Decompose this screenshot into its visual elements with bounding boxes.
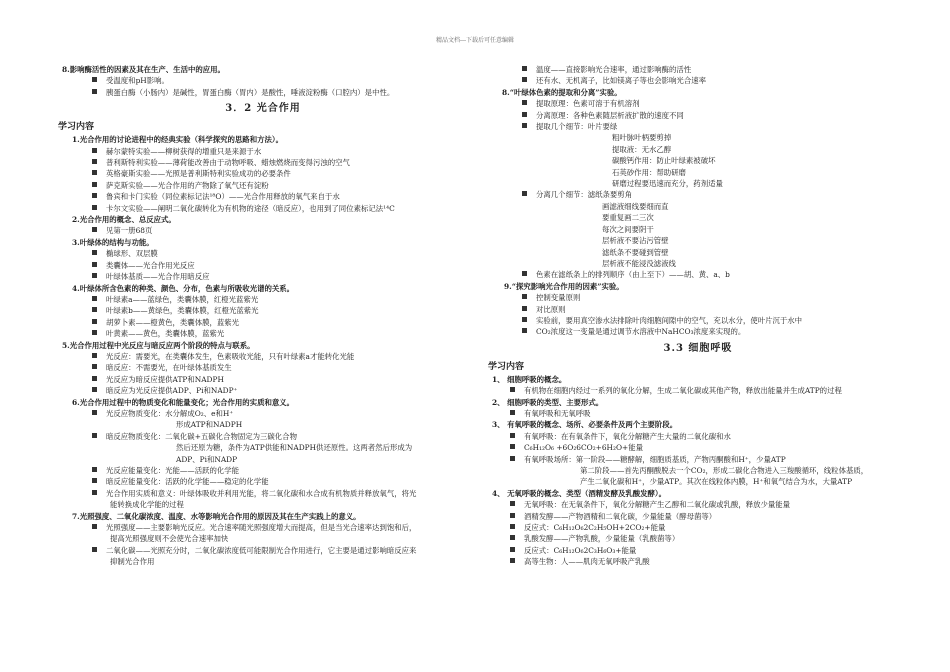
bullet-item: [58, 157, 468, 168]
bullet-icon: [92, 319, 97, 324]
bullet-item: [58, 465, 468, 476]
bullet-item: [488, 98, 908, 109]
line-text: 叶绿素a——蓝绿色，类囊体膜，红橙光蓝紫光: [106, 294, 259, 304]
bullet-item: [488, 522, 908, 533]
line-text: 温度——直接影响光合速率，通过影响酶的活性: [536, 65, 692, 74]
line-text: 石英砂作用：帮助研磨: [612, 167, 686, 177]
heading-line: [58, 64, 468, 75]
bullet-item: [58, 191, 468, 202]
bullet-item: [58, 488, 468, 499]
section-title: [488, 338, 908, 360]
line-text: 6.光合作用过程中的物质变化和能量变化；光合作用的实质和意义。: [72, 397, 295, 407]
bullet-item: [58, 294, 468, 305]
text-line: [488, 247, 908, 258]
line-text: 抑制光合作用: [110, 557, 155, 567]
bullet-icon: [92, 89, 97, 94]
section-label: [488, 360, 908, 374]
line-text: 提高光照强度则不会使光合速率加快: [110, 534, 229, 544]
bullet-item: [58, 408, 468, 419]
text-line: [488, 235, 908, 246]
heading-line: [58, 237, 468, 248]
bullet-icon: [510, 513, 515, 518]
line-text: 暗反应为光反应提供ADP、Pi和NADP⁺: [106, 386, 238, 396]
bullet-item: [488, 304, 908, 315]
bullet-item: [58, 87, 468, 98]
line-text: ADP、Pi和NADP: [176, 454, 238, 464]
line-text: 2.光合作用的概念、总反应式。: [72, 215, 176, 225]
bullet-item: [488, 292, 908, 303]
bullet-item: [58, 522, 468, 533]
line-text: 要重复画二三次: [602, 213, 654, 223]
bullet-icon: [92, 330, 97, 335]
bullet-icon: [522, 112, 527, 117]
bullet-icon: [522, 77, 527, 82]
bullet-item: [488, 408, 908, 419]
text-line: [488, 132, 908, 143]
bullet-icon: [92, 433, 97, 438]
bullet-item: [58, 351, 468, 362]
line-text: 7.光照强度、二氧化碳浓度、温度、水等影响光合作用的原因及其在生产实践上的意义。: [72, 511, 361, 521]
line-text: 乳酸发酵——产物乳酸，少量能量（乳酸菌等）: [524, 534, 680, 544]
bullet-item: [58, 385, 468, 396]
bullet-icon: [510, 535, 515, 540]
line-text: 实验前，要用真空渗水法排除叶肉细胞间隙中的空气，充以水分，使叶片沉于水中: [536, 315, 803, 325]
bullet-item: [488, 499, 908, 510]
bullet-item: [58, 203, 468, 214]
bullet-icon: [92, 77, 97, 82]
bullet-item: [488, 556, 908, 567]
bullet-item: [58, 374, 468, 385]
line-text: 暗反应物质变化：二氧化碳+五碳化合物固定为三碳化合物: [106, 431, 297, 441]
bullet-icon: [92, 227, 97, 232]
bullet-item: [58, 168, 468, 179]
line-text: 3.叶绿体的结构与功能。: [72, 237, 154, 247]
line-text: 还有水、无机离子，比如镁离子等也会影响光合速率: [536, 76, 706, 86]
bullet-icon: [92, 193, 97, 198]
bullet-icon: [92, 205, 97, 210]
line-text: 8.“叶绿体色素的提取和分离”实验。: [502, 87, 622, 97]
text-line: [488, 178, 908, 189]
heading-line: [58, 397, 468, 408]
bullet-icon: [92, 307, 97, 312]
line-text: C₆H₁₂O₆ +6O₂6CO₂+6H₂O+能量: [524, 443, 643, 453]
bullet-icon: [510, 410, 515, 415]
heading-line: [488, 397, 908, 408]
line-text: 第二阶段——首先丙酮酸脱去一个CO₂，形成二碳化合物进入三羧酸循环，线粒体基质，: [580, 466, 869, 475]
bullet-icon: [92, 182, 97, 187]
bullet-icon: [92, 547, 97, 552]
text-line: [488, 465, 908, 476]
line-text: 光合作用实质和意义：叶绿体吸收并利用光能，将二氧化碳和水合成有机物质并释放氧气，将光: [106, 488, 417, 498]
bullet-item: [488, 545, 908, 556]
line-text: 然后还原为糖，条件为ATP供能和NADPH供还原性。这两者然后形成为: [176, 443, 413, 453]
bullet-item: [488, 533, 908, 544]
line-text: 光照强度——主要影响光反应。光合速率随光照强度增大而提高，但是当光合速率达到饱和后，: [106, 523, 417, 533]
bullet-item: [488, 511, 908, 522]
heading-line: [488, 419, 908, 430]
bullet-icon: [92, 159, 97, 164]
line-text: 光反应物质变化：水分解成O₂、e和H⁺: [106, 408, 234, 418]
bullet-icon: [510, 456, 515, 461]
bullet-icon: [92, 410, 97, 415]
bullet-item: [488, 315, 908, 326]
bullet-icon: [510, 524, 515, 529]
line-text: 胡萝卜素——橙黄色，类囊体膜，蓝紫光: [106, 317, 240, 327]
bullet-icon: [522, 100, 527, 105]
bullet-icon: [92, 524, 97, 529]
line-text: 每次之间要阴干: [602, 224, 654, 234]
line-text: 受温度和pH影响。: [106, 76, 169, 86]
line-text: 学习内容: [58, 122, 95, 133]
bullet-icon: [92, 170, 97, 175]
bullet-item: [58, 75, 468, 86]
line-text: 叶黄素——黄色，类囊体膜，蓝紫光: [106, 329, 225, 339]
line-text: 英格豪斯实验——光照是普利斯特利实验成功的必要条件: [106, 169, 291, 179]
heading-line: [488, 87, 908, 98]
line-text: 1.光合作用的讨论进程中的经典实验（科学探究的思路和方法）。: [72, 135, 283, 145]
line-text: 提取液：无水乙醇: [612, 144, 672, 154]
line-text: 有机物在细胞内经过一系列的氧化分解，生成二氧化碳或其他产物，释放出能量并生成ATP的过程: [524, 386, 842, 396]
bullet-icon: [92, 376, 97, 381]
bullet-item: [58, 328, 468, 339]
heading-line: [58, 340, 468, 351]
text-line: [58, 419, 468, 430]
line-text: 3、 有氧呼吸的概念、场所、必要条件及两个主要阶段。: [492, 420, 678, 430]
bullet-item: [58, 545, 468, 556]
line-text: 类囊体——光合作用光反应: [106, 260, 195, 270]
line-text: 无氧呼吸：在无氧条件下，氧化分解糖产生乙醇和二氧化碳或乳酸，释放少量能量: [524, 500, 791, 510]
line-text: 鲁宾和卡门实验（同位素标记法¹⁸O）——光合作用释放的氧气来自于水: [106, 192, 340, 202]
bullet-icon: [92, 490, 97, 495]
bullet-icon: [92, 250, 97, 255]
bullet-icon: [92, 273, 97, 278]
bullet-item: [58, 476, 468, 487]
line-text: 卡尔文实验——阐明二氧化碳转化为有机物的途径（暗反应），也用到了同位素标记法¹⁴C: [106, 203, 395, 213]
bullet-icon: [522, 294, 527, 299]
line-text: 普利斯特利实验——薄荷能改善由于动物呼吸、蜡烛燃烧而变得污浊的空气: [106, 158, 350, 168]
bullet-icon: [92, 296, 97, 301]
bullet-icon: [510, 501, 515, 506]
bullet-item: [58, 362, 468, 373]
line-text: 对比原则: [536, 304, 566, 314]
text-line: [488, 155, 908, 166]
bullet-icon: [510, 558, 515, 563]
line-text: 学习内容: [488, 361, 525, 372]
bullet-icon: [92, 148, 97, 153]
bullet-item: [488, 326, 908, 337]
text-line: [58, 499, 468, 510]
bullet-icon: [510, 547, 515, 552]
line-text: 9.“探究影响光合作用的因素”实验。: [504, 281, 624, 291]
text-line: [58, 556, 468, 567]
bullet-item: [488, 431, 908, 442]
page-header: 精品文档---下载后可任意编辑: [435, 37, 515, 44]
line-text: 层析液不要沾污管壁: [602, 236, 669, 246]
bullet-item: [488, 269, 908, 280]
bullet-item: [58, 305, 468, 316]
bullet-item: [488, 442, 908, 453]
line-text: 形成ATP和NADPH: [176, 420, 243, 430]
bullet-icon: [510, 444, 515, 449]
text-line: [488, 224, 908, 235]
line-text: 叶绿体基质——光合作用暗反应: [106, 272, 210, 282]
bullet-icon: [510, 387, 515, 392]
line-text: 光反应能量变化：光能——活跃的化学能: [106, 466, 240, 475]
line-text: 暗反应：不需要光，在叶绿体基质发生: [106, 363, 232, 373]
bullet-icon: [522, 123, 527, 128]
line-text: 酒精发酵——产物酒精和二氧化碳，少量能量（酵母菌等）: [524, 511, 717, 521]
line-text: 分离原理：各种色素随层析液扩散的速度不同: [536, 110, 684, 120]
text-line: [58, 442, 468, 453]
line-text: 反应式：C₆H₁₂O₆2C₂H₅OH+2CO₂+能量: [524, 523, 666, 533]
line-text: 4.叶绿体所含色素的种类、颜色、分布，色素与所吸收光谱的关系。: [72, 283, 295, 293]
heading-line: [488, 374, 908, 385]
line-text: 3.3 细胞呼吸: [663, 342, 733, 354]
line-text: 暗反应能量变化：活跃的化学能——稳定的化学能: [106, 477, 269, 487]
bullet-item: [488, 121, 908, 132]
bullet-item: [58, 271, 468, 282]
line-text: 提取原理：色素可溶于有机溶剂: [536, 99, 640, 109]
line-text: 8.影响酶活性的因素及其在生产、生活中的应用。: [62, 65, 225, 74]
line-text: 粗叶脉叶柄要剪掉: [612, 133, 672, 143]
heading-line: [58, 511, 468, 522]
line-text: 光反应为暗反应提供ATP和NADPH: [106, 374, 224, 384]
text-line: [488, 476, 908, 487]
bullet-item: [488, 110, 908, 121]
line-text: CO₂浓度这一变量是通过调节水溶液中NaHCO₃浓度来实现的。: [536, 327, 746, 337]
bullet-item: [488, 189, 908, 200]
heading-line: [488, 488, 908, 499]
heading-line: [58, 283, 468, 294]
bullet-icon: [92, 353, 97, 358]
bullet-icon: [522, 317, 527, 322]
bullet-icon: [92, 262, 97, 267]
heading-line: [58, 134, 468, 145]
bullet-item: [58, 180, 468, 191]
line-text: 赫尔蒙特实验——柳树获得的增重只是来源于水: [106, 146, 262, 156]
bullet-item: [488, 454, 908, 465]
line-text: 见第一册68页: [106, 226, 153, 236]
line-text: 滤纸条不要碰到管壁: [602, 247, 669, 257]
line-text: 研磨过程要迅速而充分，药剂适量: [612, 179, 723, 189]
line-text: 画滤液细线要细而直: [602, 201, 669, 211]
bullet-icon: [522, 66, 527, 71]
line-text: 5.光合作用过程中光反应与暗反应两个阶段的特点与联系。: [62, 340, 255, 350]
line-text: 层析液不能浸没滤液线: [602, 258, 676, 268]
bullet-item: [58, 260, 468, 271]
line-text: 4、 无氧呼吸的概念、类型（酒精发酵及乳酸发酵）。: [492, 488, 667, 498]
line-text: 反应式：C₆H₁₂O₆2C₃H₆O₃+能量: [524, 545, 637, 555]
bullet-item: [58, 317, 468, 328]
text-line: [488, 167, 908, 178]
bullet-item: [58, 225, 468, 236]
line-text: 光反应：需要光，在类囊体发生，色素吸收光能，只有叶绿素a才能转化光能: [106, 351, 355, 361]
line-text: 提取几个细节：叶片要绿: [536, 122, 618, 132]
text-line: [58, 454, 468, 465]
bullet-item: [58, 248, 468, 259]
line-text: 1、 细胞呼吸的概念。: [492, 374, 567, 384]
line-text: 有氧呼吸：在有氧条件下，氧化分解糖产生大量的二氧化碳和水: [524, 431, 731, 441]
line-text: 分离几个细节：滤纸条要剪角: [536, 190, 633, 200]
line-text: 叶绿素b——黄绿色，类囊体膜，红橙光蓝紫光: [106, 306, 259, 316]
left-column: [58, 64, 468, 568]
line-text: 有氧呼吸场所：第一阶段——糖酵解，细胞质基质，产物丙酮酸和H⁺，少量ATP: [524, 454, 786, 464]
line-text: 萨克斯实验——光合作用的产物除了氧气还有淀粉: [106, 180, 269, 190]
bullet-icon: [92, 364, 97, 369]
line-text: 碳酸钙作用：防止叶绿素被破坏: [612, 156, 716, 166]
heading-line: [58, 214, 468, 225]
section-title: [58, 98, 468, 120]
line-text: 椭球形、双层膜: [106, 249, 158, 259]
bullet-icon: [92, 467, 97, 472]
text-line: [488, 258, 908, 269]
text-line: [488, 144, 908, 155]
right-column: [488, 64, 908, 568]
line-text: 二氧化碳——光照充分时，二氧化碳浓度低可能限制光合作用进行，它主要是通过影响暗反应来: [106, 545, 417, 555]
bullet-item: [488, 64, 908, 75]
bullet-item: [488, 75, 908, 86]
bullet-icon: [92, 387, 97, 392]
bullet-item: [488, 385, 908, 396]
line-text: 高等生物：人——肌肉无氧呼吸产乳酸: [524, 557, 650, 567]
bullet-icon: [510, 433, 515, 438]
line-text: 色素在滤纸条上的排列顺序（由上至下）——胡、黄、a、b: [536, 270, 730, 280]
text-line: [488, 212, 908, 223]
bullet-icon: [522, 328, 527, 333]
bullet-icon: [522, 271, 527, 276]
line-text: 能转换成化学能的过程: [110, 500, 184, 510]
bullet-item: [58, 146, 468, 157]
heading-line: [488, 281, 908, 292]
line-text: 产生二氧化碳和H⁺，少量ATP。其次在线粒体内膜，H⁺和氧气结合为水，大量ATP: [580, 477, 853, 487]
line-text: 胰蛋白酶（小肠内）是碱性，胃蛋白酶（胃内）是酸性，唾液淀粉酶（口腔内）是中性。: [106, 87, 395, 97]
section-label: [58, 120, 468, 134]
bullet-icon: [92, 478, 97, 483]
text-line: [58, 533, 468, 544]
line-text: 控制变量原则: [536, 293, 581, 303]
text-line: [488, 201, 908, 212]
bullet-item: [58, 431, 468, 442]
line-text: 有氧呼吸和无氧呼吸: [524, 408, 591, 418]
line-text: 3．2 光合作用: [225, 103, 301, 115]
line-text: 2、 细胞呼吸的类型、主要形式。: [492, 397, 604, 407]
bullet-icon: [522, 191, 527, 196]
bullet-icon: [522, 306, 527, 311]
